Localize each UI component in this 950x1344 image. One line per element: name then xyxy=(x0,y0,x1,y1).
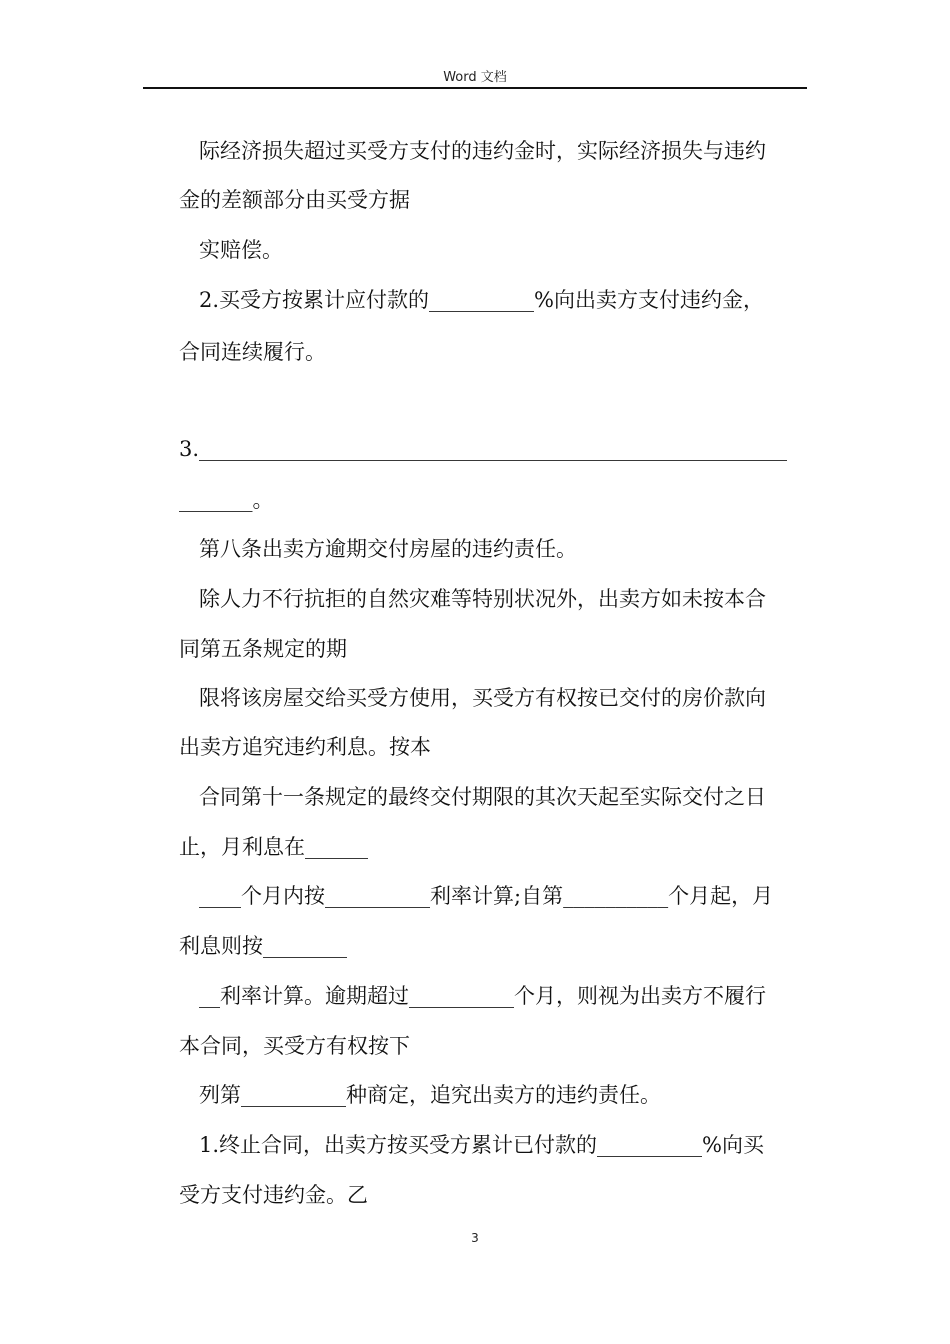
text-line: 利息则按________ xyxy=(179,934,347,958)
text-line: 合同第十一条规定的最终交付期限的其次天起至实际交付之日 xyxy=(199,785,766,809)
text-line: 同第五条规定的期 xyxy=(179,637,347,661)
text-line: 列第__________种商定，追究出卖方的违约责任。 xyxy=(199,1083,661,1107)
text-line: 2.买受方按累计应付款的__________%向出卖方支付违约金， xyxy=(199,288,764,312)
text-line: ____个月内按__________利率计算;自第__________个月起，月 xyxy=(199,884,774,908)
page-header: Word 文档 xyxy=(443,70,507,85)
text-line: _______。 xyxy=(179,488,274,512)
text-line: __利率计算。逾期超过__________个月，则视为出卖方不履行 xyxy=(199,984,766,1008)
text-line: 止，月利息在______ xyxy=(179,835,368,859)
text-line: 合同连续履行。 xyxy=(179,340,326,364)
text-line: 金的差额部分由买受方据 xyxy=(179,188,410,212)
text-line: 除人力不行抗拒的自然灾难等特别状况外，出卖方如未按本合 xyxy=(199,587,766,611)
text-line: 1.终止合同，出卖方按买受方累计已付款的__________%向买 xyxy=(199,1133,764,1157)
text-line: 实赔偿。 xyxy=(199,238,283,262)
text-line: 3.________________________________________________________ xyxy=(179,437,788,461)
text-line: 第八条出卖方逾期交付房屋的违约责任。 xyxy=(199,537,577,561)
text-line: 际经济损失超过买受方支付的违约金时，实际经济损失与违约 xyxy=(199,139,766,163)
text-line: 本合同，买受方有权按下 xyxy=(179,1034,410,1058)
text-line: 出卖方追究违约利息。按本 xyxy=(179,735,431,759)
page-number: 3 xyxy=(471,1231,479,1245)
text-line: 限将该房屋交给买受方使用，买受方有权按已交付的房价款向 xyxy=(199,686,766,710)
header-divider xyxy=(143,87,807,89)
text-line: 受方支付违约金。乙 xyxy=(179,1183,368,1207)
